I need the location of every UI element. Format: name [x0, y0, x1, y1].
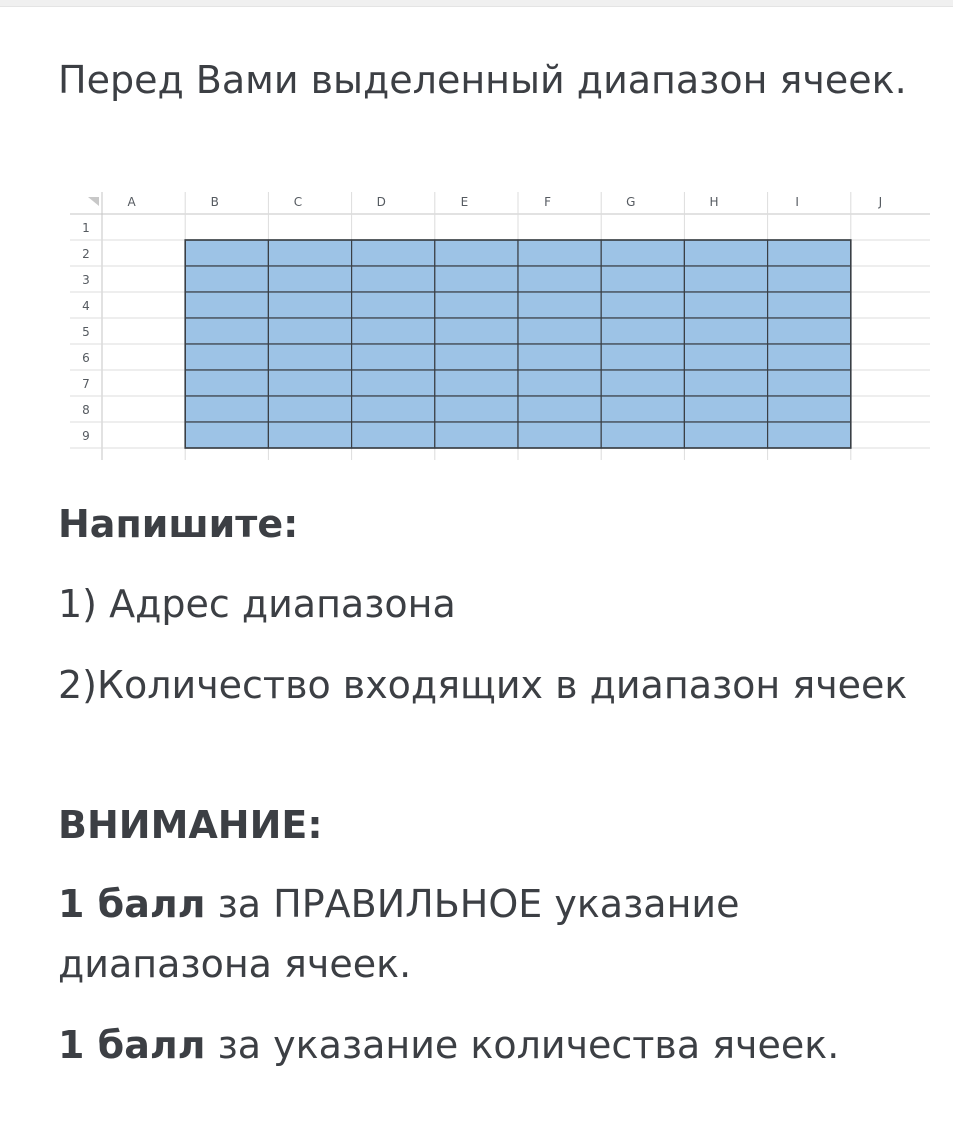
- selected-cell-I6: [768, 344, 851, 370]
- selected-cell-F7: [518, 370, 601, 396]
- selected-cell-H6: [684, 344, 767, 370]
- selected-cell-D2: [352, 240, 435, 266]
- selected-cell-C6: [268, 344, 351, 370]
- selected-cell-F2: [518, 240, 601, 266]
- score-2-text: за указание количества ячеек.: [205, 1023, 840, 1067]
- selected-cell-H2: [684, 240, 767, 266]
- intro-text: Перед Вами выделенный диапазон ячеек.: [58, 58, 907, 102]
- selected-cell-C4: [268, 292, 351, 318]
- column-header-G: G: [626, 195, 636, 209]
- selected-cell-I3: [768, 266, 851, 292]
- selected-cell-E3: [435, 266, 518, 292]
- selected-cell-H4: [684, 292, 767, 318]
- selected-cell-F6: [518, 344, 601, 370]
- selected-cell-B4: [185, 292, 268, 318]
- selected-cell-I5: [768, 318, 851, 344]
- selected-cell-D4: [352, 292, 435, 318]
- score-line-1: [58, 874, 938, 994]
- selected-cell-H3: [684, 266, 767, 292]
- task-item-2: 2)Количество входящих в диапазон ячеек: [58, 663, 908, 707]
- score-1-points: 1 балл: [58, 882, 206, 926]
- row-header-3: 3: [82, 273, 90, 287]
- column-header-I: I: [795, 195, 799, 209]
- selected-cell-B6: [185, 344, 268, 370]
- selected-cell-F4: [518, 292, 601, 318]
- selected-cell-B5: [185, 318, 268, 344]
- score-line-2: [58, 1015, 938, 1075]
- selected-cell-F3: [518, 266, 601, 292]
- task-item-1: 1) Адрес диапазона: [58, 582, 456, 626]
- warning-heading: ВНИМАНИЕ:: [58, 803, 323, 847]
- selected-cell-B7: [185, 370, 268, 396]
- row-header-8: 8: [82, 403, 90, 417]
- selected-cell-G4: [601, 292, 684, 318]
- selected-cell-C7: [268, 370, 351, 396]
- selected-cell-I7: [768, 370, 851, 396]
- row-header-5: 5: [82, 325, 90, 339]
- selected-cell-G2: [601, 240, 684, 266]
- row-header-9: 9: [82, 429, 90, 443]
- selected-cell-F8: [518, 396, 601, 422]
- column-header-C: C: [293, 195, 303, 209]
- selected-cell-D9: [352, 422, 435, 448]
- selected-cell-I9: [768, 422, 851, 448]
- selected-cell-H8: [684, 396, 767, 422]
- selected-cell-E4: [435, 292, 518, 318]
- selected-cell-B9: [185, 422, 268, 448]
- top-strip: [0, 0, 953, 7]
- selected-cell-I2: [768, 240, 851, 266]
- selected-cell-E6: [435, 344, 518, 370]
- spreadsheet-grid: [70, 188, 930, 460]
- selected-cell-H9: [684, 422, 767, 448]
- select-all-corner: [88, 197, 99, 206]
- selected-cell-I8: [768, 396, 851, 422]
- selected-cell-E2: [435, 240, 518, 266]
- selected-cell-C3: [268, 266, 351, 292]
- selected-cell-G8: [601, 396, 684, 422]
- score-1-text: за ПРАВИЛЬНОЕ указание диапазона ячеек.: [58, 882, 740, 986]
- selected-cell-I4: [768, 292, 851, 318]
- selected-cell-C8: [268, 396, 351, 422]
- selected-cell-D8: [352, 396, 435, 422]
- selected-cell-G7: [601, 370, 684, 396]
- column-header-E: E: [460, 195, 469, 209]
- selected-cell-E5: [435, 318, 518, 344]
- selected-cell-C2: [268, 240, 351, 266]
- selected-cell-F9: [518, 422, 601, 448]
- selected-cell-B3: [185, 266, 268, 292]
- score-2-points: 1 балл: [58, 1023, 206, 1067]
- selected-cell-D7: [352, 370, 435, 396]
- column-header-B: B: [210, 195, 219, 209]
- selected-cell-D6: [352, 344, 435, 370]
- selected-cell-B8: [185, 396, 268, 422]
- selected-cell-G5: [601, 318, 684, 344]
- selected-cell-D3: [352, 266, 435, 292]
- selected-cell-G3: [601, 266, 684, 292]
- selected-cell-H5: [684, 318, 767, 344]
- row-header-2: 2: [82, 247, 90, 261]
- spreadsheet-figure: [70, 188, 930, 460]
- row-header-6: 6: [82, 351, 90, 365]
- selected-cell-C9: [268, 422, 351, 448]
- row-header-7: 7: [82, 377, 90, 391]
- selected-cell-G9: [601, 422, 684, 448]
- selected-cell-B2: [185, 240, 268, 266]
- column-header-D: D: [376, 195, 386, 209]
- selected-cell-E7: [435, 370, 518, 396]
- column-header-H: H: [709, 195, 719, 209]
- selected-cell-F5: [518, 318, 601, 344]
- row-header-4: 4: [82, 299, 90, 313]
- selected-cell-E9: [435, 422, 518, 448]
- task-heading: Напишите:: [58, 502, 299, 546]
- row-header-1: 1: [82, 221, 90, 235]
- selected-cell-E8: [435, 396, 518, 422]
- selected-cell-G6: [601, 344, 684, 370]
- selected-cell-D5: [352, 318, 435, 344]
- selected-cell-C5: [268, 318, 351, 344]
- selected-cell-H7: [684, 370, 767, 396]
- column-header-F: F: [544, 195, 552, 209]
- column-header-J: J: [878, 195, 883, 209]
- column-header-A: A: [127, 195, 136, 209]
